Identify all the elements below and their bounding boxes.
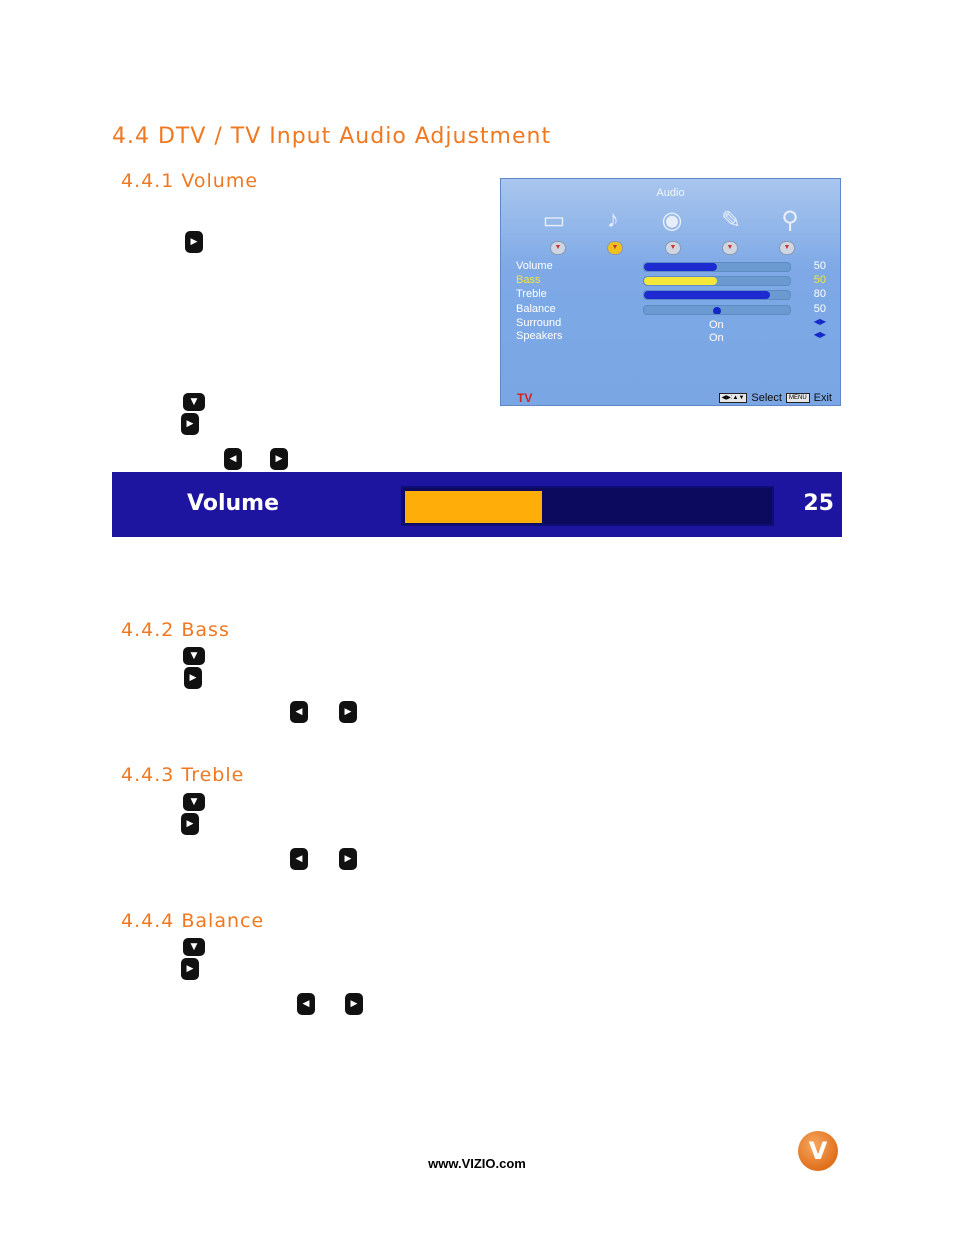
right-button-icon: ▶ (184, 667, 202, 689)
bass-heading: 4.4.2 Bass (121, 619, 230, 641)
menu-row-treble (516, 288, 834, 302)
menu-arrow-icon: ▼ (665, 241, 681, 255)
right-button-icon: ▶ (181, 813, 199, 835)
select-hint: Select (751, 392, 782, 404)
speaker-icon: ♪ (607, 206, 619, 233)
row-label: Surround (516, 317, 562, 329)
row-value: 50 (813, 260, 826, 272)
right-button-icon: ▶ (345, 993, 363, 1015)
bass-level-fill (644, 277, 717, 285)
bass-level-track (643, 276, 791, 286)
exit-hint: Exit (813, 392, 832, 404)
row-value: 80 (813, 288, 826, 300)
volume-bar-value: 25 (803, 491, 834, 516)
left-button-icon: ◀ (297, 993, 315, 1015)
treble-level-track (643, 290, 791, 300)
menu-row-balance (516, 303, 834, 317)
treble-heading: 4.4.3 Treble (121, 764, 245, 786)
menu-title: Audio (656, 187, 685, 199)
volume-level-fill (644, 263, 717, 271)
menu-key-icon: MENU (786, 393, 810, 403)
menu-arrow-icon: ▼ (722, 241, 738, 255)
menu-row-speakers (516, 330, 834, 344)
left-button-icon: ◀ (224, 448, 242, 470)
row-value: On (709, 332, 724, 344)
row-label: Balance (516, 303, 556, 315)
right-button-icon: ▶ (339, 701, 357, 723)
row-label: Treble (516, 288, 547, 300)
footer-url: www.VIZIO.com (428, 1156, 526, 1171)
right-button-icon: ▶ (270, 448, 288, 470)
magnifier-icon: ⚲ (781, 206, 799, 234)
left-button-icon: ◀ (290, 848, 308, 870)
row-label: Speakers (516, 330, 563, 342)
volume-bar-track (401, 486, 774, 526)
menu-row-bass (516, 274, 834, 288)
volume-heading: 4.4.1 Volume (121, 170, 259, 192)
treble-level-fill (644, 291, 770, 299)
menu-footer (719, 392, 832, 404)
down-button-icon: ▼ (183, 393, 205, 411)
row-label: Bass (516, 274, 541, 286)
left-right-arrow-icon: ◀▶ (813, 317, 826, 326)
balance-knob (713, 307, 721, 315)
row-value: On (709, 319, 724, 331)
menu-row-volume (516, 260, 834, 274)
row-value: 50 (813, 274, 826, 286)
left-button-icon: ◀ (290, 701, 308, 723)
menu-arrow-icon: ▼ (550, 241, 566, 255)
volume-level-track (643, 262, 791, 272)
menu-row-surround (516, 317, 834, 331)
right-button-icon: ▶ (339, 848, 357, 870)
wrench-icon: ✎ (720, 206, 742, 234)
down-button-icon: ▼ (183, 938, 205, 956)
tv-icon: ▭ (542, 206, 566, 234)
right-button-icon: ▶ (181, 413, 199, 435)
menu-arrow-icon: ▼ (607, 241, 623, 255)
right-button-icon: ▶ (185, 231, 203, 253)
volume-bar (112, 472, 842, 537)
menu-arrow-icon: ▼ (779, 241, 795, 255)
audio-menu-screenshot (500, 178, 841, 406)
balance-heading: 4.4.4 Balance (121, 910, 265, 932)
down-button-icon: ▼ (183, 647, 205, 665)
satellite-dish-icon: ◉ (661, 206, 683, 234)
section-heading: 4.4 DTV / TV Input Audio Adjustment (112, 124, 552, 149)
navigation-key-icon: ◀▶:▲▼ (719, 393, 748, 403)
row-label: Volume (516, 260, 553, 272)
row-value: 50 (813, 303, 826, 315)
vizio-logo: V (798, 1131, 838, 1171)
input-source: TV (517, 391, 533, 405)
left-right-arrow-icon: ◀▶ (813, 330, 826, 339)
right-button-icon: ▶ (181, 958, 199, 980)
volume-bar-fill (405, 491, 542, 523)
down-button-icon: ▼ (183, 793, 205, 811)
volume-bar-label: Volume (187, 491, 279, 516)
balance-track (643, 305, 791, 315)
